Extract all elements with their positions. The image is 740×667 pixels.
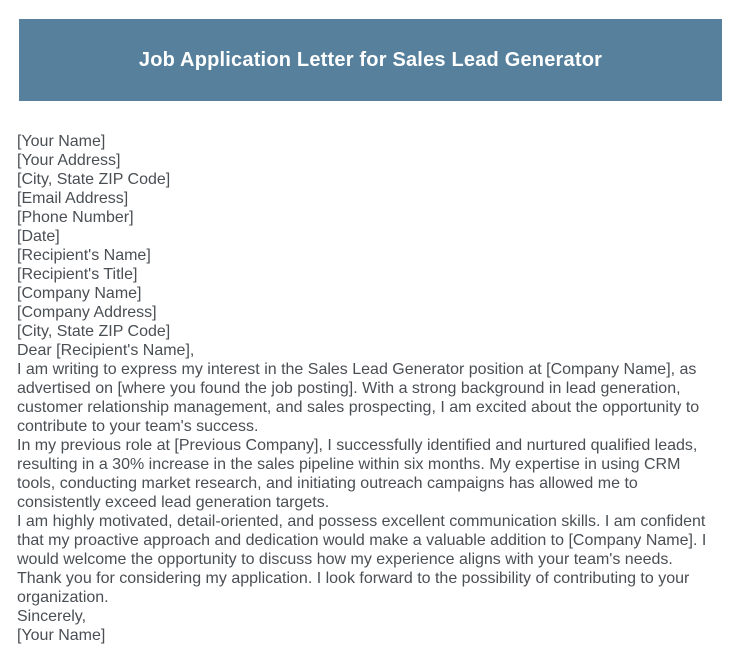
signature: [Your Name] [17, 627, 106, 644]
paragraph: In my previous role at [Previous Company], I successfully identified and nurtured qualified leads, resulting in a 30% increase in the sales pipeline within six months. My expertise in using CRM tools, conducting market research, and initiating outreach campaigns has allowed me to consistently exceed lead generation targets. [17, 437, 698, 511]
paragraph: Thank you for considering my application. I look forward to the possibility of contributing to your organization. [17, 570, 690, 606]
recipient-line: [Recipient's Title] [17, 266, 138, 283]
sender-line: [City, State ZIP Code] [17, 171, 171, 188]
closing: Sincerely, [17, 608, 87, 625]
letter-title-banner [19, 19, 722, 101]
sender-line: [Phone Number] [17, 209, 134, 226]
letter-body [17, 132, 712, 645]
paragraph: I am highly motivated, detail-oriented, and possess excellent communication skills. I am confident that my proactive approach and dedication would make a valuable addition to [Company Name]. I would welcome the opportunity to discuss how my experience aligns with your team's needs. [17, 513, 707, 568]
sender-line: [Email Address] [17, 190, 129, 207]
recipient-line: [Company Name] [17, 285, 142, 302]
sender-line: [Date] [17, 228, 60, 245]
sender-line: [Your Address] [17, 152, 121, 169]
recipient-line: [Recipient's Name] [17, 247, 151, 264]
salutation: Dear [Recipient's Name], [17, 342, 195, 359]
recipient-line: [City, State ZIP Code] [17, 323, 171, 340]
paragraph: I am writing to express my interest in the Sales Lead Generator position at [Company Name], as advertised on [where you found the job posting]. With a strong background in lead generation, customer relationship management, and sales prospecting, I am excited about the opportunity to contribute to your team's success. [17, 361, 700, 435]
sender-line: [Your Name] [17, 133, 106, 150]
recipient-line: [Company Address] [17, 304, 157, 321]
page-title: Job Application Letter for Sales Lead Generator [138, 48, 603, 71]
